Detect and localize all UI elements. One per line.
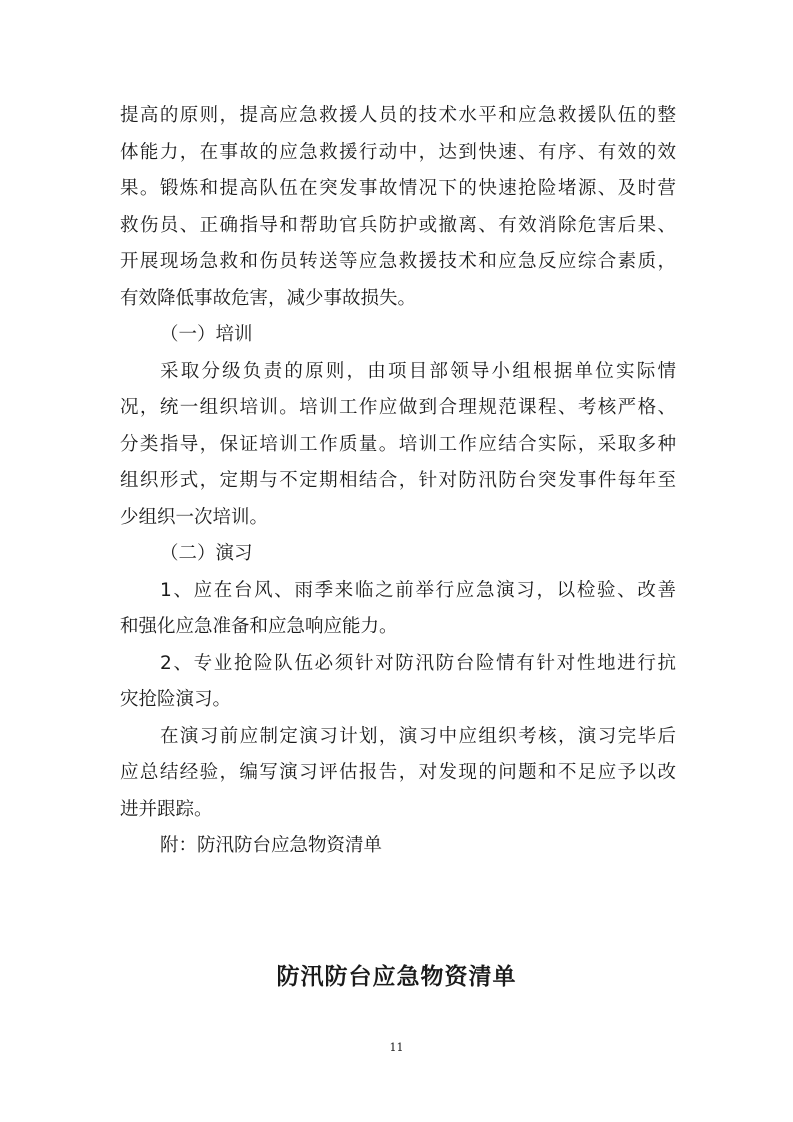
paragraph-line: 少组织一次培训。	[120, 506, 269, 528]
training-heading: （一）培训	[160, 324, 253, 345]
paragraph-line: 组织形式，定期与不定期相结合，针对防汛防台突发事件每年至	[120, 470, 676, 491]
page-number: 11	[389, 1041, 404, 1054]
paragraph-line: 提高的原则，提高应急救援人员的技术水平和应急救援队伍的整	[120, 105, 676, 126]
paragraph-line: 进并跟踪。	[120, 798, 213, 820]
paragraph-line: 有效降低事故危害，减少事故损失。	[120, 287, 417, 309]
list-title: 防汛防台应急物资清单	[276, 964, 517, 990]
paragraph-line: 在演习前应制定演习计划，演习中应组织考核，演习完毕后	[160, 725, 676, 747]
body-text	[120, 98, 676, 865]
paragraph-line: 分类指导，保证培训工作质量。培训工作应结合实际，采取多种	[120, 433, 676, 455]
drill-heading: （二）演习	[160, 543, 253, 564]
paragraph-line: 况，统一组织培训。培训工作应做到合理规范课程、考核严格、	[120, 397, 676, 418]
paragraph-line: 体能力，在事故的应急救援行动中，达到快速、有序、有效的效	[120, 141, 676, 163]
attachment-note: 附：防汛防台应急物资清单	[160, 835, 383, 856]
paragraph-line: 救伤员、正确指导和帮助官兵防护或撤离、有效消除危害后果、	[120, 214, 676, 236]
paragraph-line: 应总结经验，编写演习评估报告，对发现的问题和不足应予以改	[120, 762, 676, 783]
paragraph-line: 和强化应急准备和应急响应能力。	[120, 616, 398, 637]
paragraph-line: 开展现场急救和伤员转送等应急救援技术和应急反应综合素质，	[120, 251, 676, 272]
paragraph-line: 灾抢险演习。	[120, 689, 232, 710]
paragraph-line: 果。锻炼和提高队伍在突发事故情况下的快速抢险堵源、及时营	[120, 178, 676, 199]
paragraph-line: 采取分级负责的原则，由项目部领导小组根据单位实际情	[160, 360, 676, 382]
paragraph-line: 1、应在台风、雨季来临之前举行应急演习，以检验、改善	[160, 579, 676, 601]
paragraph-line: 2、专业抢险队伍必须针对防汛防台险情有针对性地进行抗	[160, 652, 676, 674]
